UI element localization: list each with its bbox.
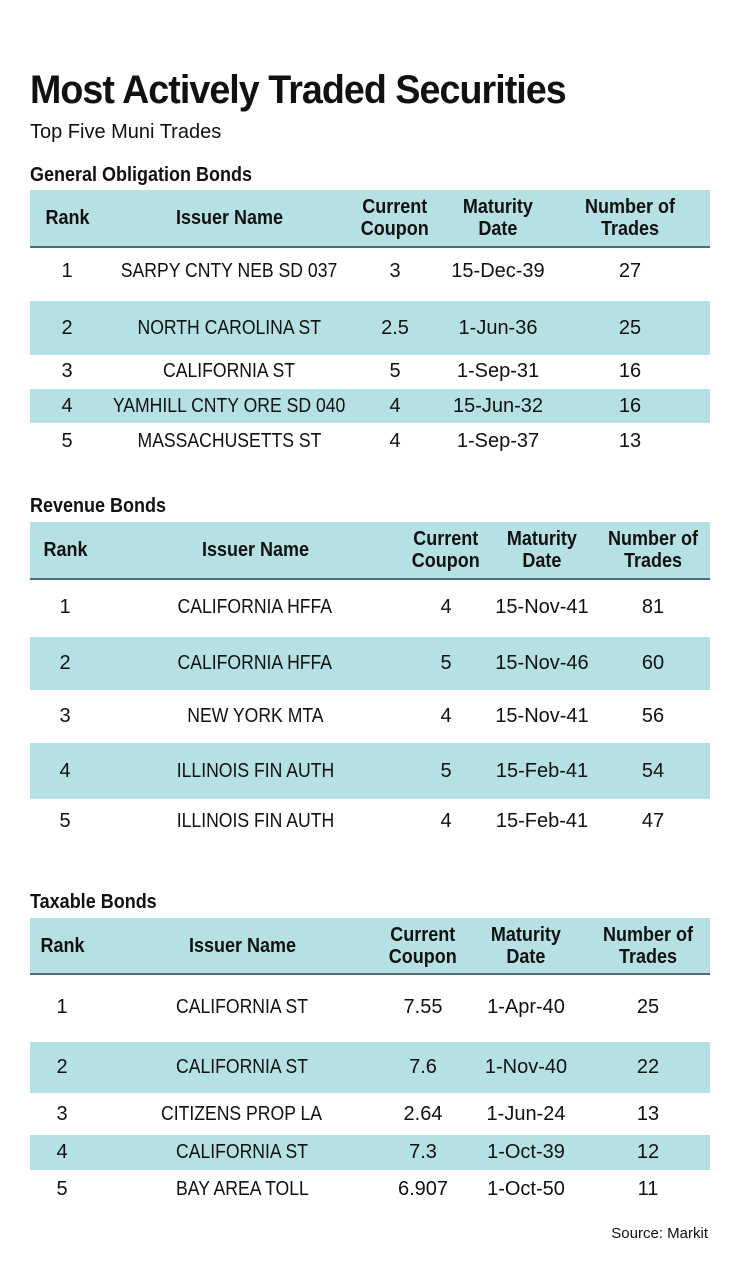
header-label-rank: Rank [42,539,88,561]
value-rank: 5 [56,1177,68,1200]
value-number-of-trades: 47 [641,809,665,832]
cell-issuer-name [100,690,410,743]
cell-number-of-trades [596,1170,700,1208]
value-coupon: 4 [389,429,401,452]
value-rank: 4 [56,1141,68,1163]
cell-maturity-date [456,1042,596,1093]
value-rank: 4 [59,759,71,782]
cell-number-of-trades [602,578,704,636]
value-rank: 2 [56,1056,68,1078]
cell-number-of-trades [560,246,700,296]
table-header-row [30,190,710,248]
value-number-of-trades: 22 [636,1056,660,1078]
value-issuer-name: NEW YORK MTA [186,705,324,727]
header-label-issuer-name: Issuer Name [201,539,309,561]
cell-maturity-date [482,690,602,743]
cell-issuer-name [104,301,354,355]
value-number-of-trades: 27 [618,259,642,282]
value-number-of-trades: 60 [641,652,665,674]
cell-coupon [390,1042,456,1093]
cell-rank [30,690,100,743]
value-maturity-date: 1-Oct-50 [487,1177,565,1200]
cell-issuer-name [100,637,410,690]
value-issuer-name: YAMHILL CNTY ORE SD 040 [112,394,346,417]
value-rank: 4 [61,394,73,417]
cell-number-of-trades [596,1135,700,1170]
cell-maturity-date [436,389,560,423]
value-number-of-trades: 54 [641,759,665,782]
header-cell-coupon [354,190,436,246]
value-number-of-trades: 56 [641,705,665,727]
cell-issuer-name [94,1093,390,1135]
value-coupon: 4 [389,394,401,417]
value-issuer-name: CALIFORNIA ST [175,1056,309,1078]
cell-issuer-name [94,1170,390,1208]
value-issuer-name: ILLINOIS FIN AUTH [176,759,334,782]
header-cell-issuer-name [94,918,390,973]
cell-issuer-name [104,355,354,388]
taxable-section-title: Taxable Bonds [30,891,157,913]
header-cell-maturity-date [436,190,560,246]
table-row [30,355,710,388]
value-maturity-date: 1-Sep-31 [456,360,540,382]
value-maturity-date: 15-Dec-39 [451,259,545,282]
cell-number-of-trades [560,389,700,423]
revenue-section-title: Revenue Bonds [30,495,167,517]
table-row [30,637,710,690]
value-issuer-name: ILLINOIS FIN AUTH [176,809,334,832]
table-header-row [30,522,710,580]
value-rank: 3 [61,360,73,382]
cell-rank [30,1170,94,1208]
header-cell-issuer-name [104,190,354,246]
header-cell-rank [30,190,104,246]
value-number-of-trades: 12 [636,1141,660,1163]
value-number-of-trades: 16 [618,394,642,417]
header-cell-number-of-trades [560,190,700,246]
value-coupon: 2.64 [403,1102,443,1125]
value-issuer-name: CALIFORNIA ST [162,360,296,382]
value-number-of-trades: 25 [618,316,642,339]
cell-rank [30,301,104,355]
cell-maturity-date [482,799,602,843]
cell-rank [30,799,100,843]
value-issuer-name: NORTH CAROLINA ST [137,316,321,339]
cell-coupon [354,355,436,388]
cell-coupon [354,423,436,459]
value-coupon: 7.55 [403,996,443,1018]
table-row [30,1170,710,1208]
cell-issuer-name [104,246,354,296]
header-label-coupon: Current Coupon [389,923,457,968]
table-row [30,301,710,355]
value-rank: 5 [61,429,73,452]
cell-maturity-date [456,1093,596,1135]
value-coupon: 7.3 [409,1141,437,1163]
cell-maturity-date [456,1135,596,1170]
value-number-of-trades: 13 [636,1102,660,1125]
value-maturity-date: 15-Jun-32 [452,394,544,417]
cell-coupon [390,1135,456,1170]
header-cell-number-of-trades [602,522,704,578]
cell-coupon [390,1093,456,1135]
header-cell-coupon [390,918,456,973]
source-note: Source: Markit [611,1225,708,1242]
table-header-row [30,918,710,975]
table-row [30,389,710,423]
cell-rank [30,973,94,1042]
cell-maturity-date [482,637,602,690]
cell-issuer-name [100,578,410,636]
cell-coupon [410,743,482,799]
cell-rank [30,355,104,388]
cell-number-of-trades [602,799,704,843]
value-maturity-date: 15-Nov-46 [495,652,589,674]
table-row [30,423,710,459]
value-coupon: 4 [440,705,452,727]
cell-issuer-name [100,743,410,799]
value-maturity-date: 15-Feb-41 [495,759,589,782]
value-rank: 1 [61,259,73,282]
header-label-coupon: Current Coupon [361,196,429,240]
value-issuer-name: CALIFORNIA HFFA [177,652,333,674]
cell-coupon [354,389,436,423]
header-label-maturity-date: Maturity Date [490,923,562,968]
cell-rank [30,246,104,296]
value-coupon: 4 [440,595,452,618]
table-row [30,1135,710,1170]
cell-maturity-date [436,301,560,355]
cell-coupon [410,578,482,636]
value-number-of-trades: 16 [618,360,642,382]
cell-coupon [390,973,456,1042]
value-maturity-date: 1-Apr-40 [487,996,565,1018]
value-issuer-name: CALIFORNIA ST [175,996,309,1018]
value-coupon: 7.6 [409,1056,437,1078]
value-number-of-trades: 11 [637,1177,659,1200]
header-cell-maturity-date [482,522,602,578]
cell-number-of-trades [596,1093,700,1135]
value-coupon: 5 [440,759,452,782]
cell-issuer-name [104,423,354,459]
cell-maturity-date [456,1170,596,1208]
value-rank: 2 [61,316,73,339]
table-row [30,246,710,296]
cell-maturity-date [436,423,560,459]
value-maturity-date: 15-Nov-41 [495,705,589,727]
cell-maturity-date [436,246,560,296]
value-rank: 5 [59,809,71,832]
value-rank: 3 [59,705,71,727]
value-number-of-trades: 13 [618,429,642,452]
value-number-of-trades: 81 [641,595,665,618]
cell-rank [30,743,100,799]
cell-rank [30,1135,94,1170]
table-row [30,1093,710,1135]
header-cell-issuer-name [100,522,410,578]
value-coupon: 6.907 [397,1177,449,1200]
value-issuer-name: SARPY CNTY NEB SD 037 [120,259,338,282]
value-coupon: 5 [440,652,452,674]
cell-number-of-trades [602,637,704,690]
value-coupon: 5 [389,360,401,382]
value-coupon: 4 [440,809,452,832]
value-issuer-name: CALIFORNIA HFFA [177,595,333,618]
value-maturity-date: 1-Sep-37 [456,429,540,452]
cell-rank [30,578,100,636]
value-issuer-name: CITIZENS PROP LA [161,1102,323,1125]
cell-coupon [410,799,482,843]
cell-number-of-trades [560,355,700,388]
cell-coupon [410,690,482,743]
page-title: Most Actively Traded Securities [30,68,566,112]
value-maturity-date: 1-Jun-36 [458,316,538,339]
header-label-issuer-name: Issuer Name [188,934,296,957]
cell-rank [30,637,100,690]
header-label-rank: Rank [39,934,85,957]
cell-coupon [390,1170,456,1208]
header-label-coupon: Current Coupon [412,528,480,572]
header-cell-rank [30,918,94,973]
header-label-number-of-trades: Number of Trades [603,923,693,968]
value-issuer-name: CALIFORNIA ST [175,1141,309,1163]
header-cell-maturity-date [456,918,596,973]
header-label-maturity-date: Maturity Date [462,196,534,240]
cell-maturity-date [482,743,602,799]
cell-issuer-name [100,799,410,843]
cell-number-of-trades [596,973,700,1042]
cell-issuer-name [104,389,354,423]
cell-coupon [410,637,482,690]
value-rank: 3 [56,1102,68,1125]
value-rank: 1 [56,996,68,1018]
header-cell-rank [30,522,100,578]
value-maturity-date: 1-Nov-40 [484,1056,568,1078]
value-maturity-date: 15-Feb-41 [495,809,589,832]
header-label-number-of-trades: Number of Trades [585,196,675,240]
value-maturity-date: 1-Oct-39 [487,1141,565,1163]
general-obligation-section-title: General Obligation Bonds [30,164,253,186]
cell-rank [30,389,104,423]
value-issuer-name: MASSACHUSETTS ST [137,429,321,452]
value-maturity-date: 1-Jun-24 [486,1102,566,1125]
cell-coupon [354,301,436,355]
table-row [30,743,710,799]
header-cell-number-of-trades [596,918,700,973]
cell-issuer-name [94,1135,390,1170]
cell-maturity-date [456,973,596,1042]
value-rank: 2 [59,652,71,674]
cell-rank [30,423,104,459]
header-label-rank: Rank [44,207,90,229]
cell-number-of-trades [602,690,704,743]
value-number-of-trades: 25 [636,996,660,1018]
header-cell-coupon [410,522,482,578]
header-label-issuer-name: Issuer Name [175,207,283,229]
table-row [30,799,710,843]
value-rank: 1 [59,595,71,618]
value-coupon: 3 [389,259,401,282]
page-subtitle: Top Five Muni Trades [30,121,222,143]
table-row [30,973,710,1042]
header-label-number-of-trades: Number of Trades [608,528,698,572]
value-maturity-date: 15-Nov-41 [495,595,589,618]
cell-number-of-trades [560,301,700,355]
table-row [30,578,710,636]
cell-maturity-date [482,578,602,636]
cell-maturity-date [436,355,560,388]
cell-rank [30,1042,94,1093]
cell-number-of-trades [602,743,704,799]
cell-number-of-trades [560,423,700,459]
cell-rank [30,1093,94,1135]
cell-coupon [354,246,436,296]
header-label-maturity-date: Maturity Date [506,528,578,572]
table-row [30,1042,710,1093]
table-row [30,690,710,743]
cell-issuer-name [94,1042,390,1093]
value-coupon: 2.5 [381,316,409,339]
cell-number-of-trades [596,1042,700,1093]
value-issuer-name: BAY AREA TOLL [175,1177,309,1200]
cell-issuer-name [94,973,390,1042]
